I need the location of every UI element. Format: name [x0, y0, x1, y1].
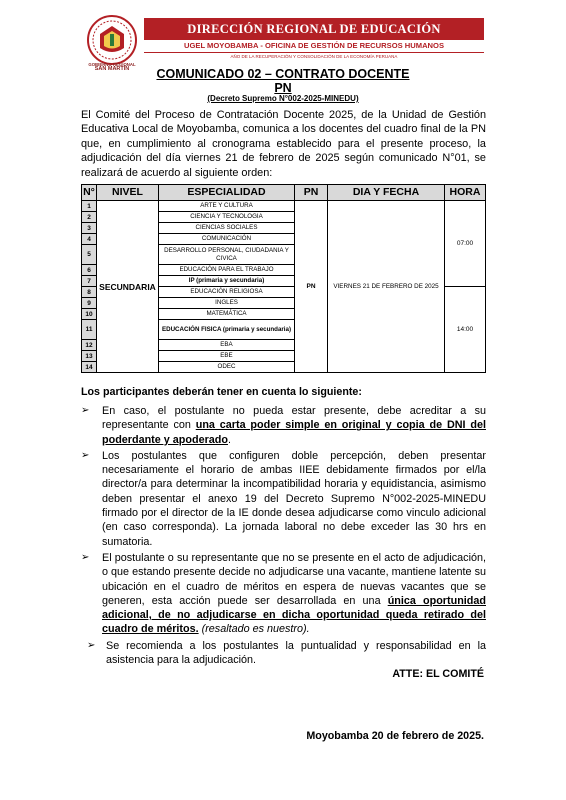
- row-number: 1: [82, 201, 97, 212]
- especialidad-cell: EDUCACIÓN PARA EL TRABAJO: [159, 265, 295, 276]
- especialidad-cell: CIENCIAS SOCIALES: [159, 223, 295, 234]
- especialidad-cell: ODEC: [159, 362, 295, 373]
- logo-caption-line1: GOBIERNO REGIONAL: [88, 62, 136, 67]
- row-number: 3: [82, 223, 97, 234]
- row-number: 2: [82, 212, 97, 223]
- row-number: 8: [82, 287, 97, 298]
- schedule-table: [81, 184, 486, 373]
- header-subtitle: UGEL MOYOBAMBA - OFICINA DE GESTIÓN DE RECURSOS HUMANOS: [183, 41, 445, 50]
- row-number: 7: [82, 276, 97, 287]
- especialidad-cell: MATEMÁTICA: [159, 309, 295, 320]
- table-header-row: [82, 185, 486, 201]
- row-number: 10: [82, 309, 97, 320]
- especialidad-cell: COMUNICACIÓN: [159, 234, 295, 245]
- header-nivel: NIVEL: [97, 185, 159, 201]
- especialidad-cell: EBE: [159, 351, 295, 362]
- row-number: 4: [82, 234, 97, 245]
- bullet4-text: Se recomienda a los postulantes la puntualidad y responsabilidad en la asistencia para la adjudicación.: [106, 639, 486, 667]
- pn-cell: PN: [295, 201, 328, 373]
- header-pn: PN: [295, 185, 328, 201]
- header-num: N°: [82, 185, 97, 201]
- especialidad-cell: ARTE Y CULTURA: [159, 201, 295, 212]
- header-title: DIRECCIÓN REGIONAL DE EDUCACIÓN: [144, 18, 484, 40]
- especialidad-cell: IP (primaria y secundaria): [159, 276, 295, 287]
- header-divider: [144, 52, 484, 53]
- bullet3-emphasis: única oportunidad adicional, de no adjudicarse en dicha oportunidad queda retirado del cuadro de méritos.: [102, 594, 486, 636]
- list-item: [81, 404, 486, 447]
- document-title: COMUNICADO 02 – CONTRATO DOCENTE: [156, 67, 410, 81]
- hora-cell-morning: 07:00: [445, 201, 486, 287]
- header-fecha: DIA Y FECHA: [328, 185, 445, 201]
- especialidad-cell: DESARROLLO PERSONAL, CIUDADANIA Y CIVICA: [159, 245, 295, 265]
- header-especialidad: ESPECIALIDAD: [159, 185, 295, 201]
- list-item: [81, 639, 486, 668]
- participants-heading: Los participantes deberán tener en cuenta lo siguiente:: [81, 386, 362, 398]
- header-year-line: AÑO DE LA RECUPERACIÓN Y CONSOLIDACIÓN DE LA ECONOMÍA PERUANA: [230, 54, 398, 59]
- bullet1-end: .: [227, 433, 231, 446]
- requirements-list: [81, 404, 486, 669]
- especialidad-cell: EBA: [159, 340, 295, 351]
- table-row: [82, 201, 486, 212]
- especialidad-cell: EDUCACIÓN FISICA (primaria y secundaria): [159, 320, 295, 340]
- especialidad-cell: INGLES: [159, 298, 295, 309]
- especialidad-cell: CIENCIA Y TECNOLOGIA: [159, 212, 295, 223]
- document-title-pn: PN: [274, 81, 292, 95]
- list-item: [81, 449, 486, 549]
- row-number: 6: [82, 265, 97, 276]
- list-item: [81, 551, 486, 637]
- especialidad-cell: EDUCACIÓN RELIGIOSA: [159, 287, 295, 298]
- bullet1-text: En caso, el postulante no pueda estar presente, debe acreditar a su representante con: [102, 405, 486, 432]
- signature-date: Moyobamba 20 de febrero de 2025.: [306, 730, 484, 742]
- logo-caption-line2: SAN MARTÍN: [94, 66, 130, 72]
- bullet2-text: Los postulantes que configuren doble percepción, deben presentar necesariamente el horario de ambas IIEE debidamente firmados por el/la director/a para determinar la incompatibilidad horaria y equidistancia, asimismo deben presentar el anexo 19 del Decreto Supremo N°002-2025-MINEDU firmado por el director de la IE donde desea adjudicarse como vinculo adicional (en caso corresponda). La jornada laboral no debe exceder las 30 hrs en sumatoria.: [102, 449, 486, 548]
- arrow-bullet-icon: ➢: [81, 449, 90, 461]
- fecha-cell: VIERNES 21 DE FEBRERO DE 2025: [328, 201, 445, 373]
- atte-committee: ATTE: EL COMITÉ: [392, 668, 484, 680]
- intro-paragraph: El Comité del Proceso de Contratación Docente 2025, de la Unidad de Gestión Educativa Local de Moyobamba, comunica a los docentes del cuadro final de la PN que, en cumplimiento al cronograma establecido para el presente proceso, la adjudicación del día viernes 21 de febrero de 2025 según comunicado N°01, se realizará de acuerdo al siguiente orden:: [81, 109, 486, 179]
- bullet3-note: (resaltado es nuestro).: [198, 623, 310, 636]
- arrow-bullet-icon: ➢: [81, 551, 90, 563]
- header-hora: HORA: [445, 185, 486, 201]
- row-number: 5: [82, 245, 97, 265]
- hora-cell-afternoon: 14:00: [445, 287, 486, 373]
- nivel-cell: SECUNDARIA: [97, 201, 159, 373]
- bullet1-emphasis: una carta poder simple en original y copia de DNI del poderdante y apoderado: [102, 419, 486, 446]
- arrow-bullet-icon: ➢: [81, 405, 90, 416]
- row-number: 13: [82, 351, 97, 362]
- row-number: 14: [82, 362, 97, 373]
- row-number: 11: [82, 320, 97, 340]
- bullet3-text: El postulante o su representante que no se presente en el acto de adjudicación, o que estando presente decide no adjudicarse una vacante, mantiene latente su ubicación en el cuadro de méritos en espera de nuevas vacantes que se generen, esta acción puede ser desarrollada en una: [102, 551, 486, 607]
- arrow-bullet-icon: ➢: [87, 639, 96, 651]
- row-number: 12: [82, 340, 97, 351]
- regional-government-logo-icon: [86, 14, 138, 66]
- row-number: 9: [82, 298, 97, 309]
- decree-reference: (Decreto Supremo N°002-2025-MINEDU): [207, 94, 359, 103]
